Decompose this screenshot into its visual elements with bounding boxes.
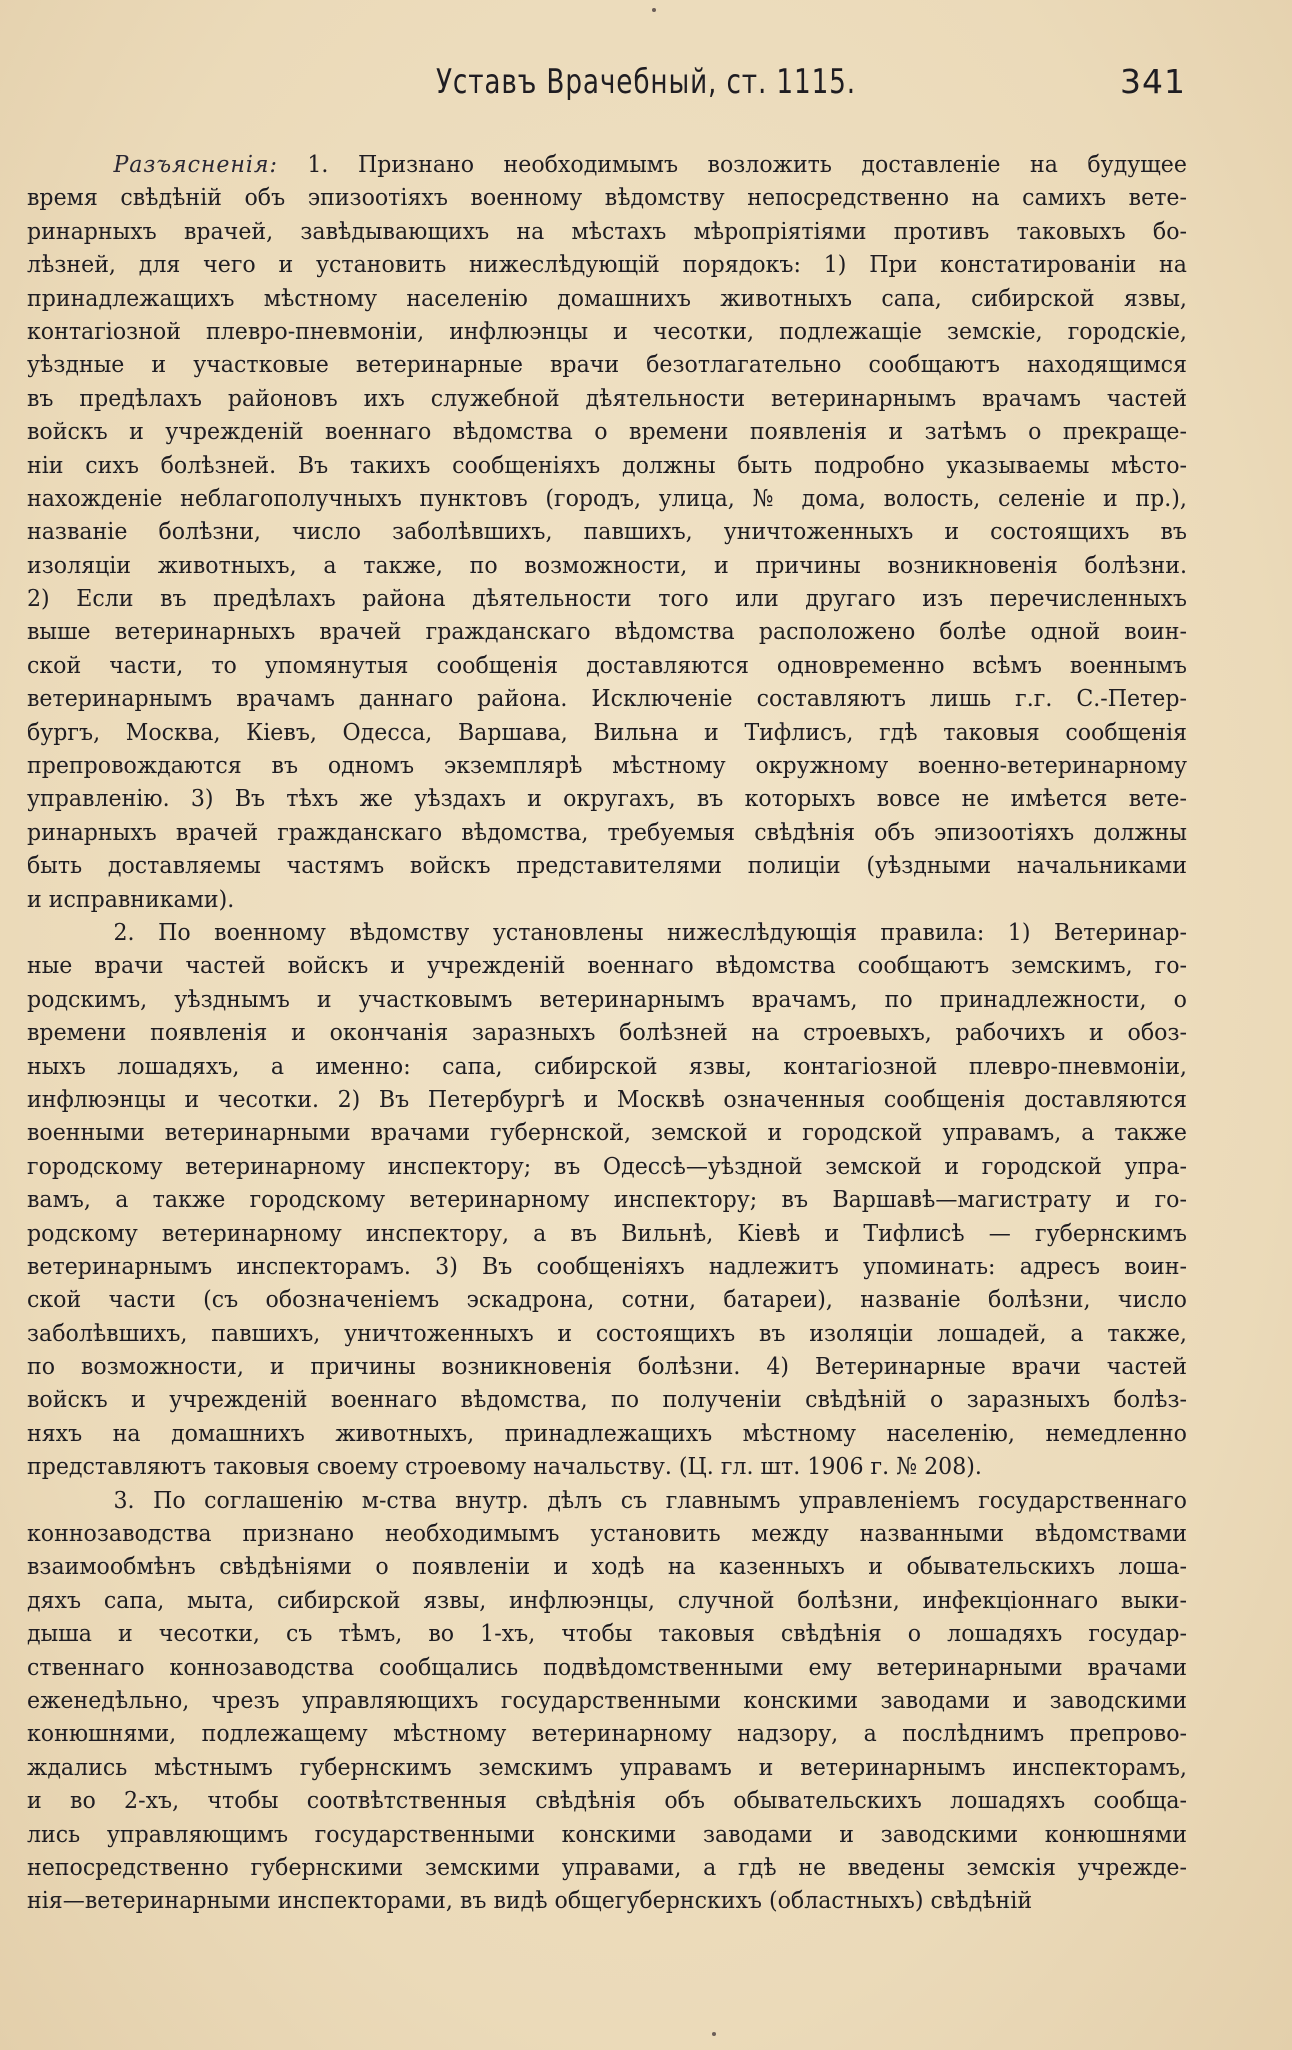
running-title: Уставъ Врачебный, ст. 1115. [436,62,856,102]
text-line: представляютъ таковыя своему строевому начальству. (Ц. гл. шт. 1906 г. № 208). [27,1452,982,1481]
text-line: ныхъ лошадяхъ, а именно: сапа, сибирской язвы, контагіозной плевро-пневмоніи, [27,1051,1187,1080]
text-line: 3. По соглашенію м-ства внутр. дѣлъ съ главнымъ управленіемъ государственнаго [113,1485,1187,1514]
text-line: коннозаводства признано необходимымъ установить между названными вѣдомствами [27,1519,1187,1548]
text-line: ской части, то упомянутыя сообщенія доставляются одновременно всѣмъ военнымъ [27,650,1187,679]
text-line: времени появленія и окончанія заразныхъ болѣзней на строевыхъ, рабочихъ и обоз- [27,1018,1187,1047]
text-line: и во 2-хъ, чтобы соотвѣтственныя свѣдѣнія объ обывательскихъ лошадяхъ сообща- [27,1786,1187,1815]
text-line: въ предѣлахъ районовъ ихъ служебной дѣятельности ветеринарнымъ врачамъ частей [27,383,1187,412]
paper-speck [652,8,656,12]
text-line: родскимъ, уѣзднымъ и участковымъ ветеринарнымъ врачамъ, по принадлежности, о [27,984,1187,1013]
text-line: контагіозной плевро-пневмоніи, инфлюэнцы и чесотки, подлежащіе земскіе, городскіе, [27,316,1187,345]
text-line: родскому ветеринарному инспектору, а въ Вильнѣ, Кіевѣ и Тифлисѣ — губернскимъ [27,1218,1187,1247]
text-line: 2) Если въ предѣлахъ района дѣятельности того или другаго изъ перечисленныхъ [27,584,1187,613]
text-line: управленію. 3) Въ тѣхъ же уѣздахъ и округахъ, въ которыхъ вовсе не имѣется вете- [27,784,1187,813]
text-line: войскъ и учрежденій военнаго вѣдомства, по полученіи свѣдѣній о заразныхъ болѣз- [27,1385,1187,1414]
text-line: няхъ на домашнихъ животныхъ, принадлежащихъ мѣстному населенію, немедленно [27,1418,1187,1447]
text-line: непосредственно губернскими земскими управами, а гдѣ не введены земскія учрежде- [27,1852,1187,1881]
text-line: ской части (съ обозначеніемъ эскадрона, сотни, батареи), названіе болѣзни, число [27,1285,1187,1314]
text-line: еженедѣльно, чрезъ управляющихъ государственными конскими заводами и заводскими [27,1685,1187,1714]
paper-speck [712,2032,716,2036]
text-line: быть доставляемы частямъ войскъ представителями полиціи (уѣздными начальниками [27,851,1187,880]
text-line: вамъ, а также городскому ветеринарному инспектору; въ Варшавѣ—магистрату и го- [27,1185,1187,1214]
text-line: нахожденіе неблагополучныхъ пунктовъ (городъ, улица, № дома, волость, селеніе и пр.), [27,483,1187,512]
text-line: военными ветеринарными врачами губернской, земской и городской управамъ, а также [27,1118,1187,1147]
text-line: городскому ветеринарному инспектору; въ Одессѣ—уѣздной земской и городской упра- [27,1151,1187,1180]
text-line: принадлежащихъ мѣстному населенію домашнихъ животныхъ сапа, сибирской язвы, [27,283,1187,312]
text-line: по возможности, и причины возникновенія болѣзни. 4) Ветеринарные врачи частей [27,1352,1187,1381]
text-line: бургъ, Москва, Кіевъ, Одесса, Варшава, Вильна и Тифлисъ, гдѣ таковыя сообщенія [27,717,1187,746]
paragraph [27,1484,1187,1918]
text-line: и исправниками). [27,884,235,913]
text-line: лѣзней, для чего и установить нижеслѣдующій порядокъ: 1) При констатированіи на [27,250,1187,279]
text-line: изоляціи животныхъ, а также, по возможности, и причины возникновенія болѣзни. [27,550,1187,579]
page-header [0,62,1292,112]
text-line: выше ветеринарныхъ врачей гражданскаго вѣдомства расположено болѣе одной воин- [27,617,1187,646]
text-line: нія—ветеринарными инспекторами, въ видѣ общегубернскихъ (областныхъ) свѣдѣній [27,1886,1033,1915]
body-text [27,148,1187,1918]
text-line: ждались мѣстнымъ губернскимъ земскимъ управамъ и ветеринарнымъ инспекторамъ, [27,1752,1187,1781]
text-line: ные врачи частей войскъ и учрежденій военнаго вѣдомства сообщаютъ земскимъ, го- [27,951,1187,980]
text-line: ринарныхъ врачей гражданскаго вѣдомства, требуемыя свѣдѣнія объ эпизоотіяхъ должны [27,817,1187,846]
text-line: инфлюэнцы и чесотки. 2) Въ Петербургѣ и Москвѣ означенныя сообщенія доставляются [27,1084,1187,1113]
text-line: дыша и чесотки, съ тѣмъ, во 1-хъ, чтобы таковыя свѣдѣнія о лошадяхъ государ- [27,1619,1187,1648]
text-line [27,148,1187,181]
text-line: войскъ и учрежденій военнаго вѣдомства о времени появленія и затѣмъ о прекраще- [27,417,1187,446]
text-line: ринарныхъ врачей, завѣдывающихъ на мѣстахъ мѣропріятіями противъ таковыхъ бо- [27,216,1187,245]
text-line: время свѣдѣній объ эпизоотіяхъ военному вѣдомству непосредственно на самихъ вете- [27,183,1187,212]
text-line: заболѣвшихъ, павшихъ, уничтоженныхъ и состоящихъ въ изоляціи лошадей, а также, [27,1318,1187,1347]
paragraph-lead: Разъясненія: [113,150,278,178]
page-number: 341 [1120,62,1186,101]
text-line: 2. По военному вѣдомству установлены нижеслѣдующія правила: 1) Ветеринар- [113,917,1187,946]
text-line: уѣздные и участковые ветеринарные врачи безотлагательно сообщаютъ находящимся [27,350,1187,379]
text-line: ственнаго коннозаводства сообщались подвѣдомственными ему ветеринарными врачами [27,1652,1187,1681]
text-line: ветеринарнымъ врачамъ даннаго района. Исключеніе составляютъ лишь г.г. С.-Петер- [27,684,1187,713]
line-text: 1. Признано необходимымъ возложить доставленіе на будущее [277,150,1187,178]
paragraph [27,916,1187,1484]
paragraph [27,148,1187,916]
text-line: дяхъ сапа, мыта, сибирской язвы, инфлюэнцы, случной болѣзни, инфекціоннаго выки- [27,1585,1187,1614]
text-line: ветеринарнымъ инспекторамъ. 3) Въ сообщеніяхъ надлежитъ упоминать: адресъ воин- [27,1251,1187,1280]
text-line: лись управляющимъ государственными конскими заводами и заводскими конюшнями [27,1819,1187,1848]
text-line: конюшнями, подлежащему мѣстному ветеринарному надзору, а послѣднимъ препрово- [27,1719,1187,1748]
text-line: взаимообмѣнъ свѣдѣніями о появленіи и ходѣ на казенныхъ и обывательскихъ лоша- [27,1552,1187,1581]
text-line: названіе болѣзни, число заболѣвшихъ, павшихъ, уничтоженныхъ и состоящихъ въ [27,517,1187,546]
text-line: ніи сихъ болѣзней. Въ такихъ сообщеніяхъ должны быть подробно указываемы мѣсто- [27,450,1187,479]
text-line: препровождаются въ одномъ экземплярѣ мѣстному окружному военно-ветеринарному [27,751,1187,780]
